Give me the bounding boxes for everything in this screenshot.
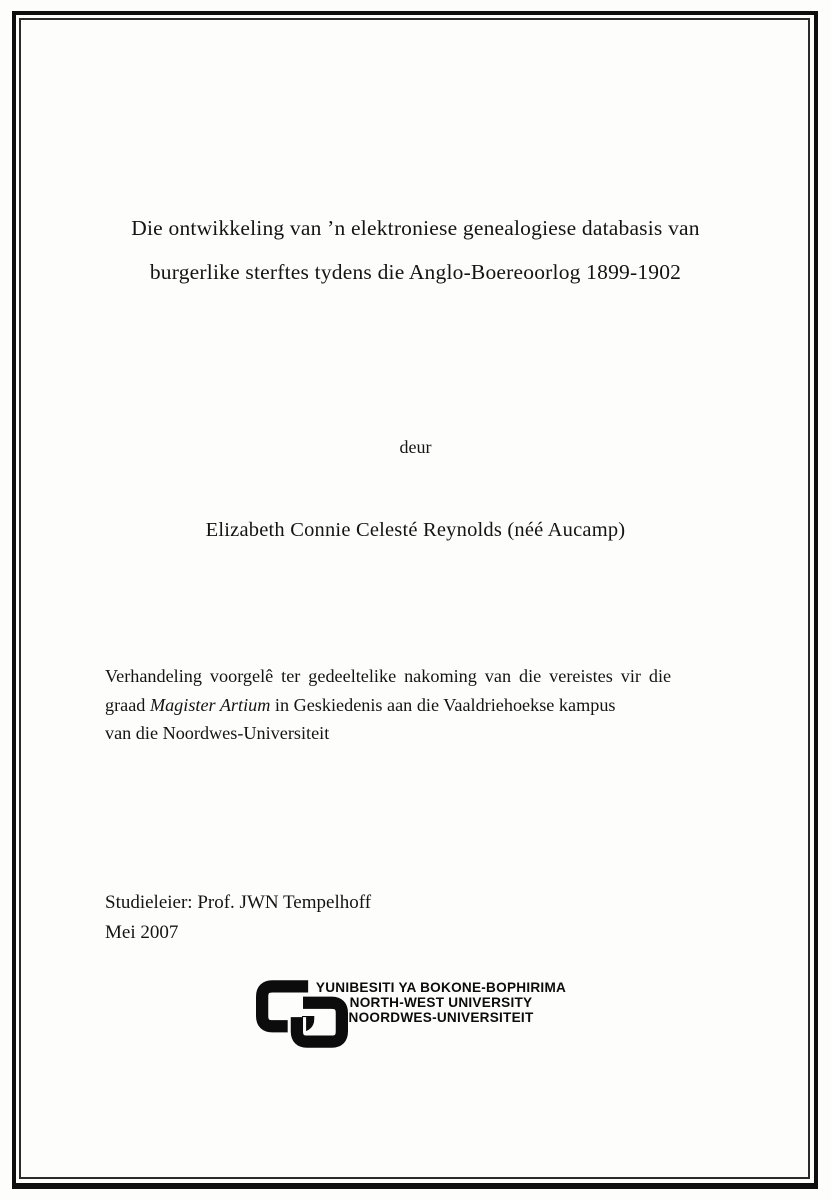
- supervisor-block: [105, 888, 371, 948]
- author-name: Elizabeth Connie Celesté Reynolds (néé Aucamp): [205, 519, 626, 541]
- submission-line2: [105, 691, 729, 720]
- nwu-wordmark-english: NORTH-WEST UNIVERSITY: [349, 995, 533, 1011]
- nwu-logo: [256, 978, 576, 1050]
- thesis-title-line2: burgerlike sterftes tydens die Anglo-Boereoorlog 1899-1902: [149, 260, 682, 284]
- date-line: Mei 2007: [105, 922, 179, 943]
- submission-statement: [105, 662, 729, 748]
- supervisor-line: Studieleier: Prof. JWN Tempelhoff: [105, 892, 372, 913]
- submission-line2-prefix: graad: [105, 694, 150, 715]
- degree-name: Magister Artium: [149, 694, 271, 715]
- nwu-wordmark: [312, 980, 570, 1026]
- submission-line3: van die Noordwes-Universiteit: [105, 723, 330, 743]
- submission-line2-suffix: in Geskiedenis aan die Vaaldriehoekse kampus: [270, 694, 616, 715]
- thesis-title: [0, 206, 831, 294]
- nwu-wordmark-setswana: YUNIBESITI YA BOKONE-BOPHIRIMA: [315, 980, 567, 995]
- submission-line1: Verhandeling voorgelê ter gedeeltelike nakoming van die vereistes vir die: [105, 666, 672, 686]
- nwu-wordmark-afrikaans: NOORDWES-UNIVERSITEIT: [348, 1010, 534, 1026]
- thesis-title-line1: Die ontwikkeling van ’n elektroniese genealogiese databasis van: [131, 216, 700, 240]
- byline-preposition: deur: [399, 437, 432, 457]
